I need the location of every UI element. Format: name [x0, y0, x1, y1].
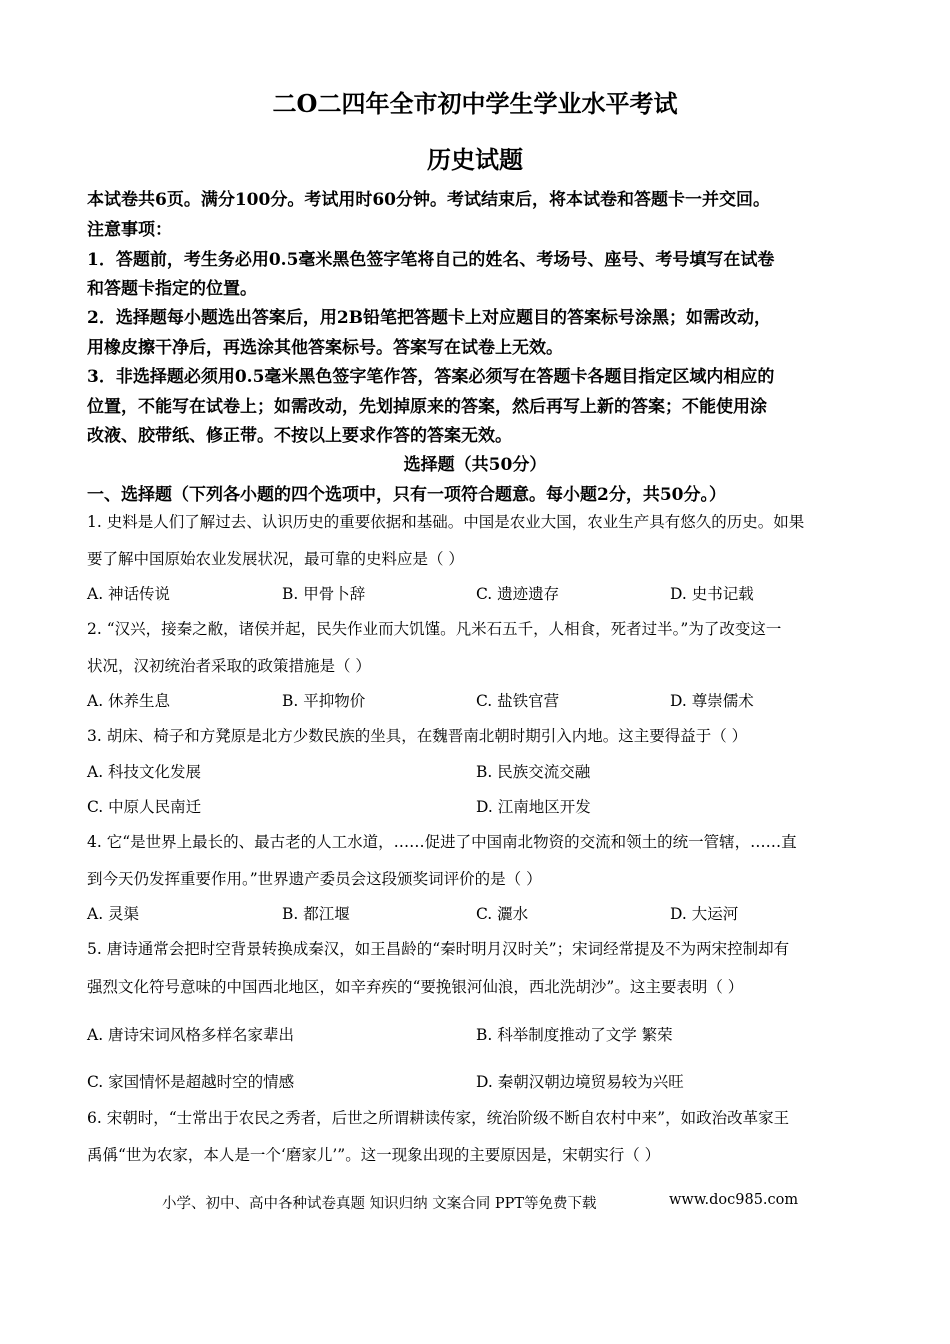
q4-option-a: A. 灵渠	[87, 905, 140, 923]
q6-line2: 禹偁“世为农家，本人是一个‘磨家儿’”。这一现象出现的主要原因是，宋朝实行（ ）	[87, 1146, 661, 1164]
q1-option-b: B. 甲骨卜辞	[282, 585, 366, 603]
q1-option-d: D. 史书记载	[670, 585, 754, 603]
q3-option-d: D. 江南地区开发	[476, 798, 591, 816]
notice-3a: 3．非选择题必须用0.5毫米黑色签字笔作答，答案必须写在答题卡各题目指定区域内相应的	[87, 367, 775, 387]
intro-line: 本试卷共6页。满分100分。考试用时60分钟。考试结束后，将本试卷和答题卡一并交回。	[87, 190, 770, 210]
q2-line2: 状况，汉初统治者采取的政策措施是（ ）	[87, 657, 371, 675]
q4-option-b: B. 都江堰	[282, 905, 350, 923]
q5-line2: 强烈文化符号意味的中国西北地区，如辛弃疾的“要挽银河仙浪，西北洗胡沙”。这主要表明（ ）	[87, 978, 744, 996]
q3-line1: 3. 胡床、椅子和方凳原是北方少数民族的坐具，在魏晋南北朝时期引入内地。这主要得益于（ ）	[87, 727, 748, 745]
q2-option-c: C. 盐铁官营	[476, 692, 560, 710]
q3-option-c: C. 中原人民南迁	[87, 798, 202, 816]
q1-option-c: C. 遗迹遗存	[476, 585, 560, 603]
notice-1a: 1．答题前，考生务必用0.5毫米黑色签字笔将自己的姓名、考场号、座号、考号填写在试卷	[87, 250, 775, 270]
footer-url: www.doc985.com	[669, 1192, 799, 1208]
q1-line1: 1. 史料是人们了解过去、认识历史的重要依据和基础。中国是农业大国，农业生产具有悠久的历史。如果	[87, 513, 805, 531]
notice-1b: 和答题卡指定的位置。	[87, 279, 257, 299]
q5-option-b: B. 科举制度推动了文学 繁荣	[476, 1026, 673, 1044]
notice-3c: 改液、胶带纸、修正带。不按以上要求作答的答案无效。	[87, 426, 512, 446]
q3-option-a: A. 科技文化发展	[87, 763, 202, 781]
exam-subtitle: 历史试题	[427, 145, 523, 174]
section-heading: 选择题（共50分）	[403, 455, 547, 475]
q2-option-d: D. 尊崇儒术	[670, 692, 754, 710]
notice-2b: 用橡皮擦干净后，再选涂其他答案标号。答案写在试卷上无效。	[87, 338, 563, 358]
q4-option-d: D. 大运河	[670, 905, 739, 923]
exam-title: 二O二四年全市初中学生学业水平考试	[272, 89, 678, 118]
q4-line2: 到今天仍发挥重要作用。”世界遗产委员会这段颁奖词评价的是（ ）	[87, 870, 542, 888]
part-heading: 一、选择题（下列各小题的四个选项中，只有一项符合题意。每小题2分，共50分。）	[87, 485, 726, 505]
notice-3b: 位置，不能写在试卷上；如需改动，先划掉原来的答案，然后再写上新的答案；不能使用涂	[87, 397, 767, 417]
q5-line1: 5. 唐诗通常会把时空背景转换成秦汉，如王昌龄的“秦时明月汉时关”；宋词经常提及不为两宋控制却有	[87, 940, 790, 958]
q1-line2: 要了解中国原始农业发展状况，最可靠的史料应是（ ）	[87, 550, 464, 568]
q6-line1: 6. 宋朝时，“士常出于农民之秀者，后世之所谓耕读传家，统治阶级不断自农村中来”，如政治改革家王	[87, 1109, 790, 1127]
q1-option-a: A. 神话传说	[87, 585, 171, 603]
notice-2a: 2．选择题每小题选出答案后，用2B铅笔把答题卡上对应题目的答案标号涂黑；如需改动，	[87, 308, 772, 328]
q2-option-b: B. 平抑物价	[282, 692, 366, 710]
q2-option-a: A. 休养生息	[87, 692, 171, 710]
notice-title: 注意事项：	[87, 220, 172, 240]
q5-option-a: A. 唐诗宋词风格多样名家辈出	[87, 1026, 295, 1044]
q2-line1: 2. “汉兴，接秦之敝，诸侯并起，民失作业而大饥馑。凡米石五千，人相食，死者过半。”为了改变这一	[87, 620, 782, 638]
footer-text: 小学、初中、高中各种试卷真题 知识归纳 文案合同 PPT等免费下载	[162, 1196, 597, 1212]
q5-option-c: C. 家国情怀是超越时空的情感	[87, 1073, 295, 1091]
q4-option-c: C. 灑水	[476, 905, 529, 923]
q3-option-b: B. 民族交流交融	[476, 763, 591, 781]
q5-option-d: D. 秦朝汉朝边境贸易较为兴旺	[476, 1073, 684, 1091]
q4-line1: 4. 它“是世界上最长的、最古老的人工水道，……促进了中国南北物资的交流和领土的统一管辖，……直	[87, 833, 797, 851]
